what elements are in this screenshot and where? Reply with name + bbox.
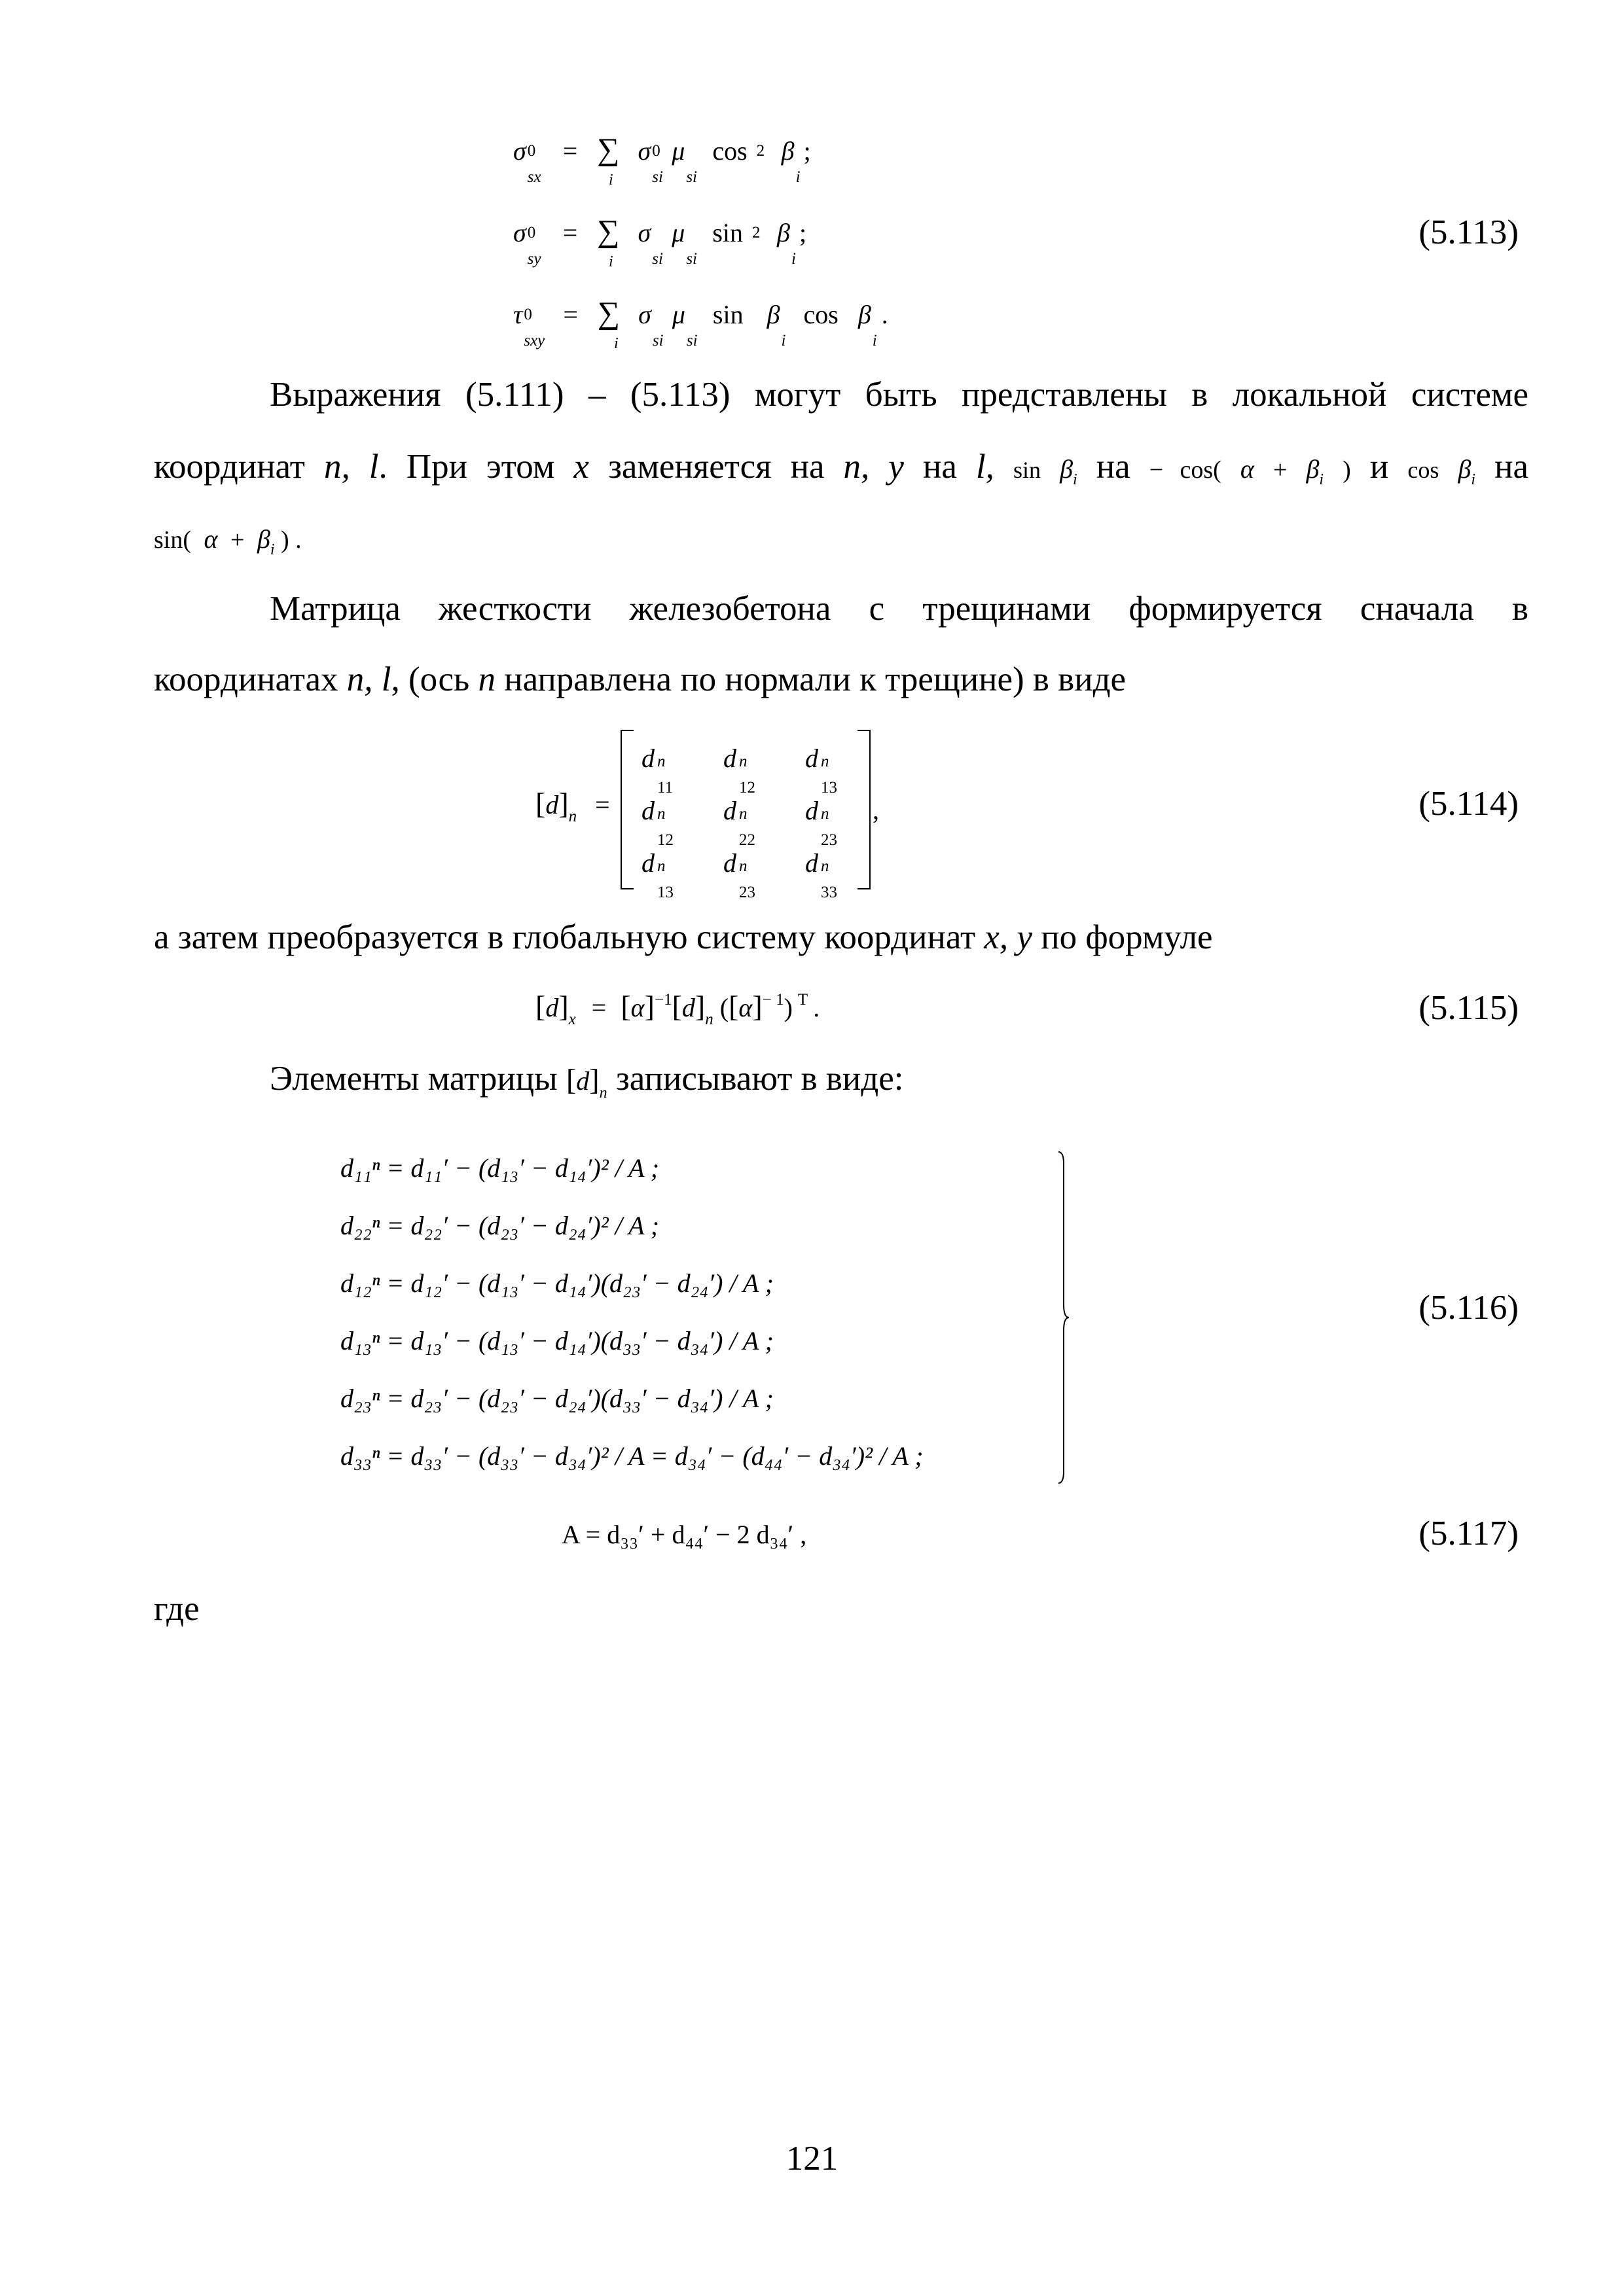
page-number: 121 [785, 2140, 839, 2178]
matrix-cell: d n 23 [805, 796, 837, 849]
eq-5-116-line: d₂₂ⁿ = d₂₂′ − (d₂₃′ − d₂₄′)² / A ; [340, 1211, 660, 1240]
eq-5-115: $[d]_x = [\alpha]^{-1}[d]_n$ $([\alpha]^{- 1})$ $^T$ . [535, 990, 820, 1028]
eq-5-113-line-2: σ 0 sy = ∑ σ si μ si sin 2 β i ; i [513, 214, 807, 270]
eq-5-116-line: d₁₃ⁿ = d₁₃′ − (d₁₃′ − d₁₄′)(d₃₃′ − d₃₄′) / A ; [340, 1326, 774, 1355]
para-1-line-2: координат n, l. При этом x заменяется на n, y на l, $\sin \beta_i$ на − cos( $\alpha + \beta_i$ ) и $\cos \beta_i$ на [154, 448, 1528, 488]
eq-5-114-end: , [873, 795, 879, 825]
eq-number-5-115: (5.115) [1418, 989, 1519, 1027]
eq-number-5-117: (5.117) [1418, 1515, 1519, 1552]
para-1-line-3: sin( $\alpha + \beta_i$ ) . [154, 524, 302, 558]
para-4: Элементы матрицы $[d]_n$ записывают в виде: [270, 1060, 904, 1102]
eq-5-113-line-1: σ 0 sx = ∑ σ 0 si μ si cos 2 β i ; i [513, 132, 811, 188]
para-2-line-2: координатах n, l, (ось n направлена по нормали к трещине) в виде [154, 660, 1127, 698]
eq-5-113-line-3: τ 0 sxy = ∑ σ si μ si sin β i cos β i . i [513, 296, 888, 352]
eq-5-117: A = d₃₃′ + d₄₄′ − 2 d₃₄′ , [562, 1520, 807, 1549]
eq-number-5-116: (5.116) [1418, 1289, 1519, 1327]
matrix-cell: d n 13 [805, 744, 837, 797]
eq-5-116-line: d₁₁ⁿ = d₁₁′ − (d₁₃′ − d₁₄′)² / A ; [340, 1153, 660, 1183]
matrix-cell: d n 23 [723, 848, 755, 901]
matrix-cell: d n 22 [723, 796, 755, 849]
para-5: где [154, 1590, 200, 1628]
matrix-cell: d n 12 [723, 744, 755, 797]
eq-5-114-matrix [621, 730, 871, 901]
matrix-right-bracket [857, 730, 871, 889]
right-brace-icon [1057, 1151, 1070, 1484]
matrix-cell: d n 11 [641, 744, 674, 797]
para-2-line-1: Матрица жесткости железобетона с трещинами формируется сначала в [270, 590, 1528, 628]
eq-number-5-113: (5.113) [1418, 213, 1519, 251]
para-1-line-1: Выражения (5.111) – (5.113) могут быть представлены в локальной системе [270, 376, 1528, 414]
eq-5-116-line: d₃₃ⁿ = d₃₃′ − (d₃₃′ − d₃₄′)² / A = d₃₄′ − (d₄₄′ − d₃₄′)² / A ; [340, 1441, 924, 1471]
matrix-cell: d n 12 [641, 796, 674, 849]
matrix-cell: d n 13 [641, 848, 674, 901]
eq-5-116-line: d₂₃ⁿ = d₂₃′ − (d₂₃′ − d₂₄′)(d₃₃′ − d₃₄′) / A ; [340, 1384, 774, 1413]
matrix-cell: d n 33 [805, 848, 837, 901]
para-3: а затем преобразуется в глобальную систему координат x, y по формуле [154, 918, 1213, 956]
eq-5-116-line: d₁₂ⁿ = d₁₂′ − (d₁₃′ − d₁₄′)(d₂₃′ − d₂₄′) / A ; [340, 1268, 774, 1298]
matrix-left-bracket [621, 730, 634, 889]
eq-5-114-lhs: $[d]_n$ = [535, 787, 610, 825]
eq-number-5-114: (5.114) [1418, 785, 1519, 823]
